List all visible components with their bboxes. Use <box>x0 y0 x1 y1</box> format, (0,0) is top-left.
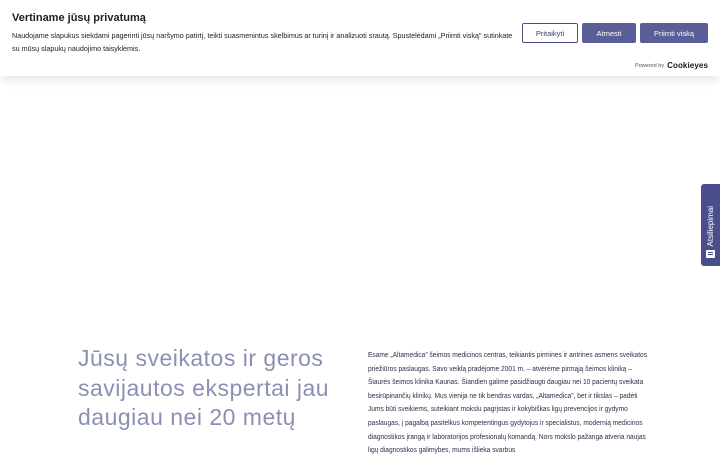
hero-heading: Jūsų sveikatos ir geros savijautos ekspertai jau daugiau nei 20 metų <box>78 345 330 430</box>
intro-text: Esame „Altamedica" šeimos medicinos centras, teikiantis pirmines ir antrines asmens sveikatos priežiūros paslaugas. Savo veiklą pradėjome 2001 m. – atvėrėme pirmąją šeimos kliniką – Šiaurės šeimos klinika Kaunas. Šiandien galime pasidžiaugti daugiau nei 10 pacientų sveikata besirūpinančių klinikų. Mus vienija ne tik bendras vardas, „Altamedica", bet ir tikslas – padėti Jums būti sveikiems, suteikiant mokslu pagrįstas ir kokybiškas ligų prevencijos ir gydymo paslaugas, į pagalbą pasitelkus kompetentingus gydytojus ir specialistus, modernią medicinos diagnostikos įrangą ir laboratorijos profesionalų komandą. Nors mokslo pažanga atveria naujas ligų diagnostikos galimybes, mums išlieka svarbus <box>368 350 648 455</box>
accept-all-button[interactable]: Priimti viską <box>640 23 708 43</box>
cookie-banner-text: Naudojame slapukus siekdami pagerinti jūsų naršymo patirtį, teikti suasmenintus skelbimus ar turinį ir analizuoti srautą. Spustelėdami „Priimti viską" sutinkate su mūsų slapukų naudojimo taisyklėmis. <box>12 31 513 53</box>
powered-by-label: Powered by <box>635 62 665 69</box>
customize-button[interactable]: Pritaikyti <box>522 23 578 43</box>
cookie-banner-title: Vertiname jūsų privatumą <box>12 12 146 24</box>
feedback-tab[interactable] <box>701 184 720 266</box>
feedback-tab-label: Atsiliepimai <box>706 205 715 246</box>
reject-button[interactable]: Atmesti <box>582 23 636 43</box>
cookie-consent-banner <box>0 0 720 76</box>
cookieyes-logo: Cookieyes <box>667 61 708 70</box>
powered-by[interactable] <box>635 61 708 70</box>
comment-icon <box>706 250 715 258</box>
